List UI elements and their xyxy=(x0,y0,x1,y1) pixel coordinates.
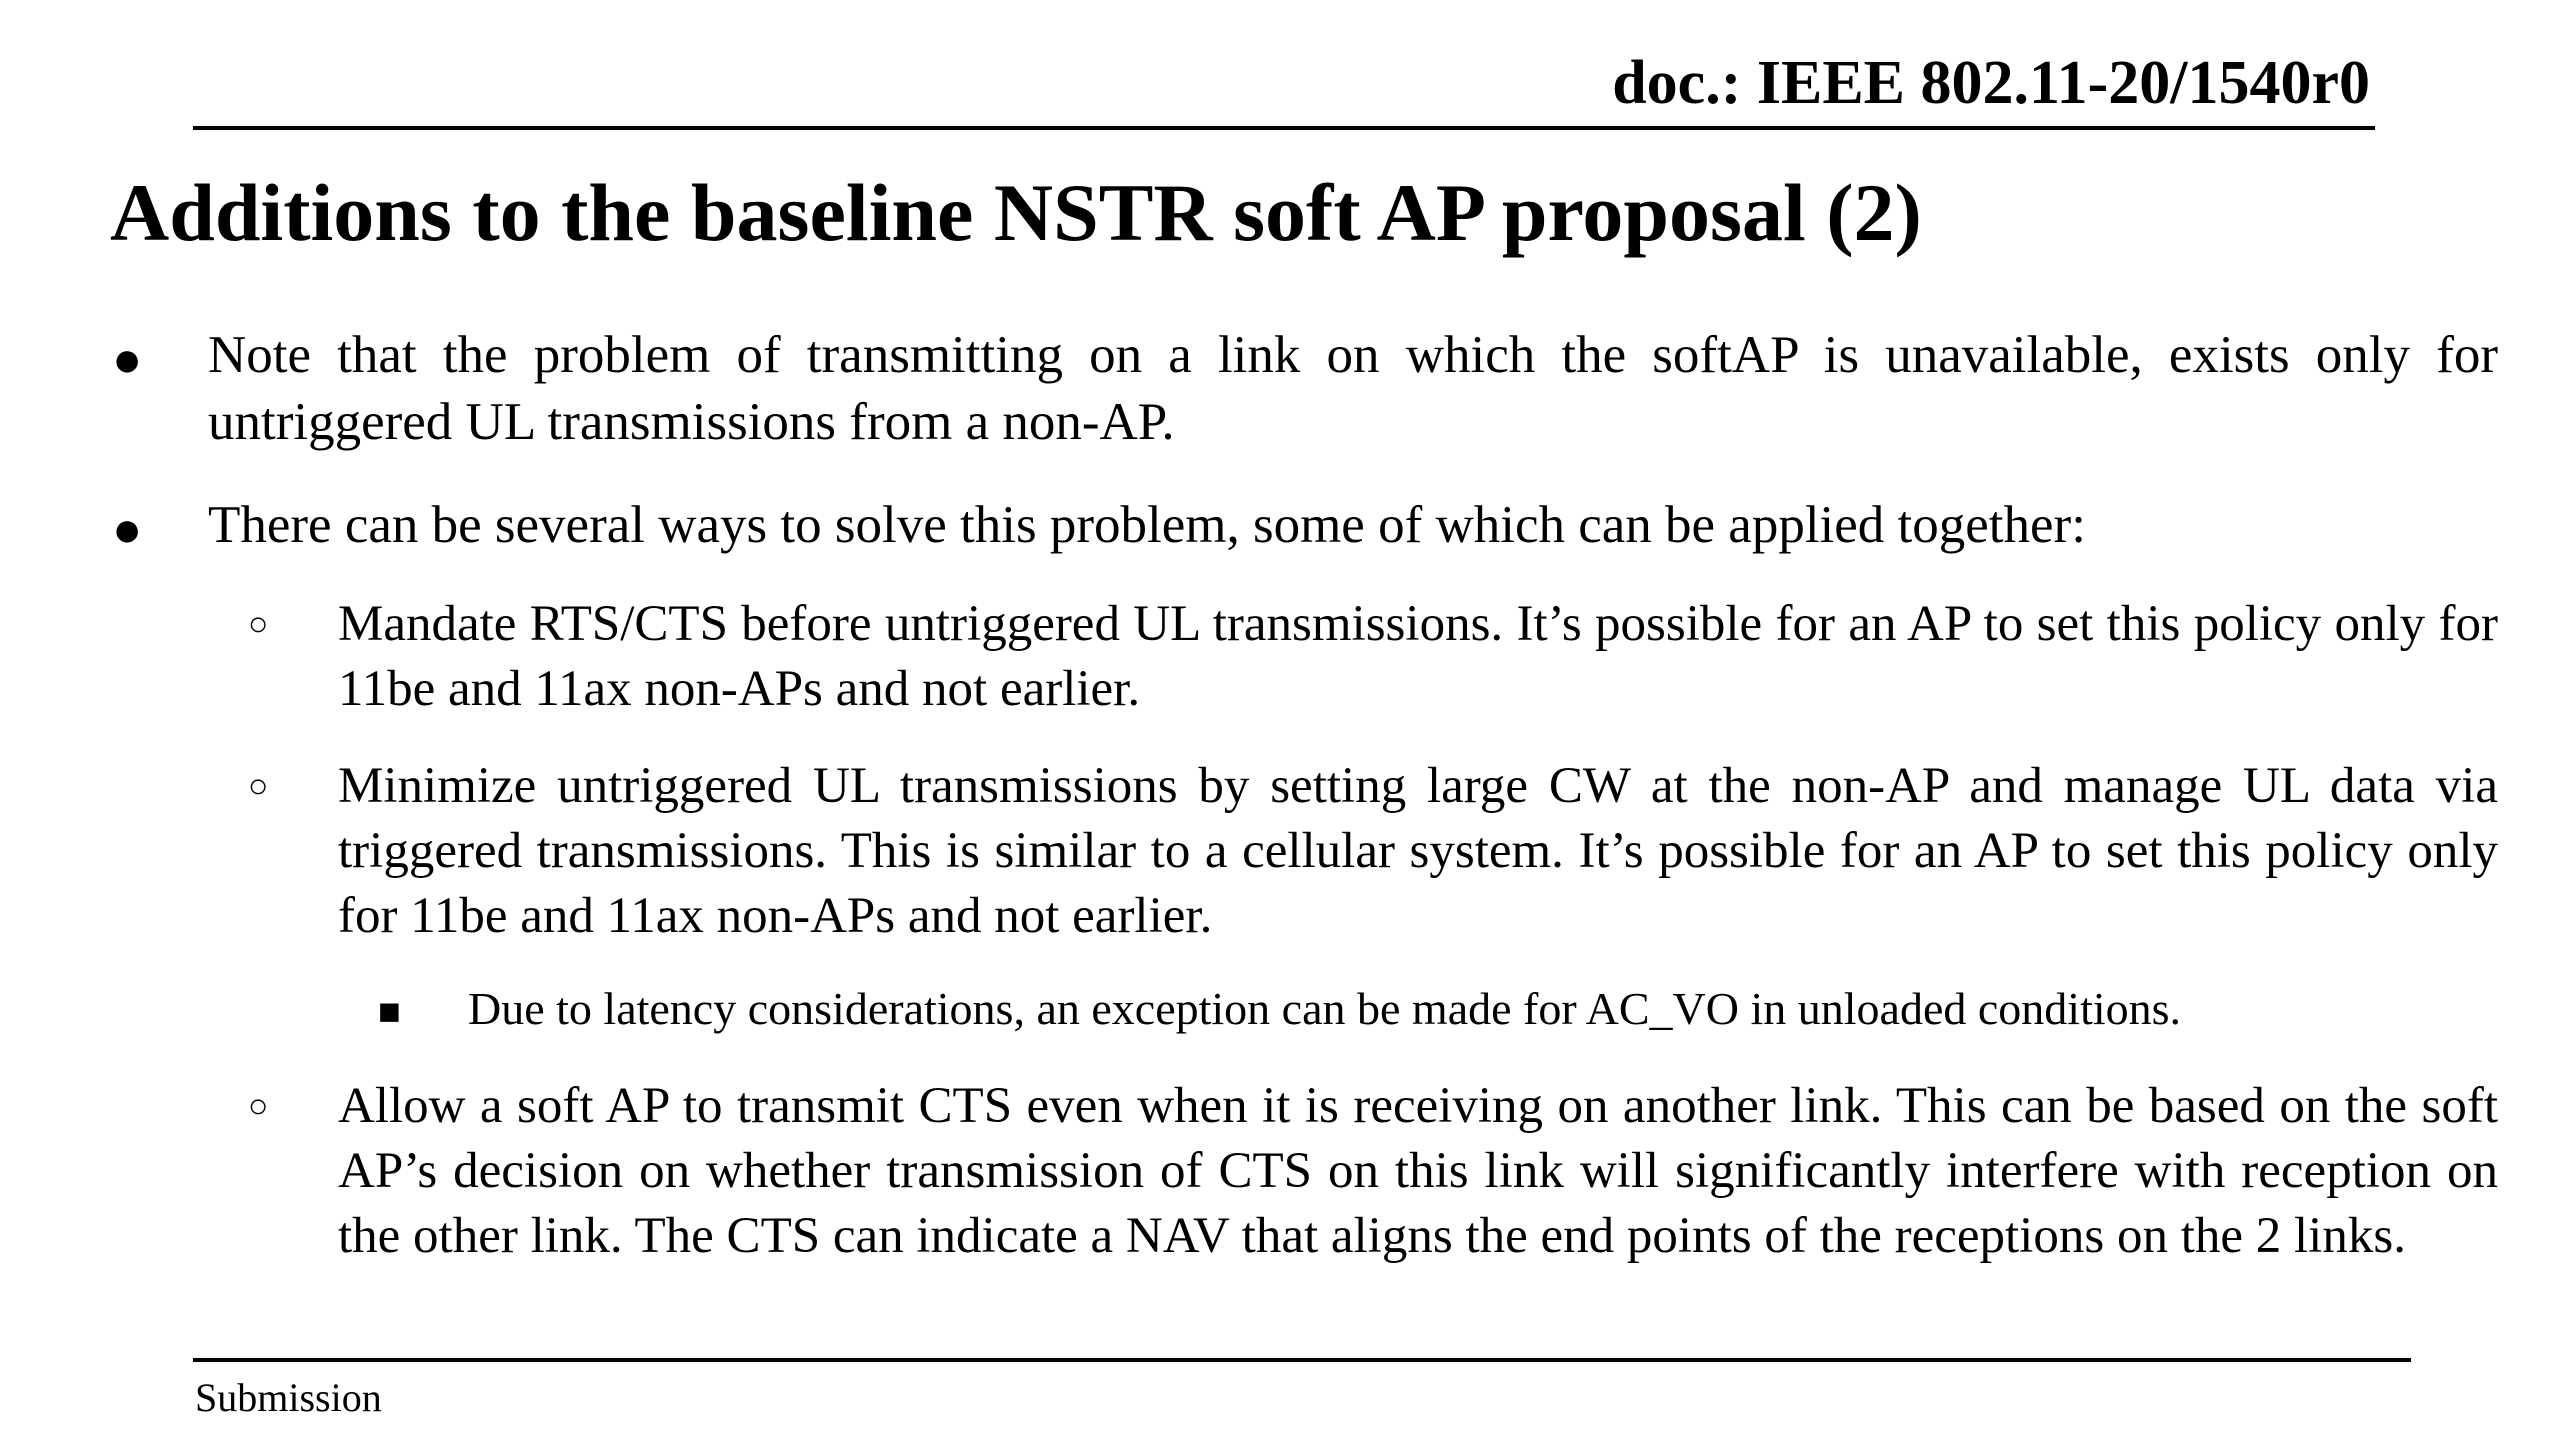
sub-bullet-circle-icon: ○ xyxy=(248,768,269,805)
bullet-dot-icon: ● xyxy=(112,331,143,387)
sub-bullet-circle-icon: ○ xyxy=(248,1088,269,1125)
header-divider xyxy=(193,126,2375,130)
sub-bullet-text: Allow a soft AP to transmit CTS even when it is receiving on another link. This can be based on the soft AP’s decision on whether transmission of CTS on this link will significantly interfere with reception on the other link. The CTS can indicate a NAV that aligns the end points of the receptions on the 2 links. xyxy=(338,1078,2498,1264)
document-id-header: doc.: IEEE 802.11-20/1540r0 xyxy=(1612,49,2370,117)
sub-bullet-text: Mandate RTS/CTS before untriggered UL transmissions. It’s possible for an AP to set this policy only for 11be and 11ax non-APs and not earlier. xyxy=(338,596,2498,717)
bullet-text: There can be several ways to solve this problem, some of which can be applied together: xyxy=(208,496,2086,554)
footer-divider xyxy=(193,1358,2411,1362)
bullet-text: Note that the problem of transmitting on a link on which the softAP is unavailable, exists only for untriggered UL transmissions from a non-AP. xyxy=(208,326,2498,451)
sub-bullet-circle-icon: ○ xyxy=(248,606,269,643)
sub-sub-bullet-text: Due to latency considerations, an exception can be made for AC_VO in unloaded conditions. xyxy=(468,983,2182,1034)
slide-title: Additions to the baseline NSTR soft AP proposal (2) xyxy=(110,167,1922,258)
sub-sub-bullet-square-icon: ■ xyxy=(378,991,401,1033)
footer-submission-label: Submission xyxy=(195,1375,382,1420)
bullet-dot-icon: ● xyxy=(112,501,143,557)
sub-bullet-text: Minimize untriggered UL transmissions by setting large CW at the non-AP and manage UL data via triggered transmissions. This is similar to a cellular system. It’s possible for an AP to set this policy only for 11be and 11ax non-APs and not earlier. xyxy=(338,758,2498,944)
